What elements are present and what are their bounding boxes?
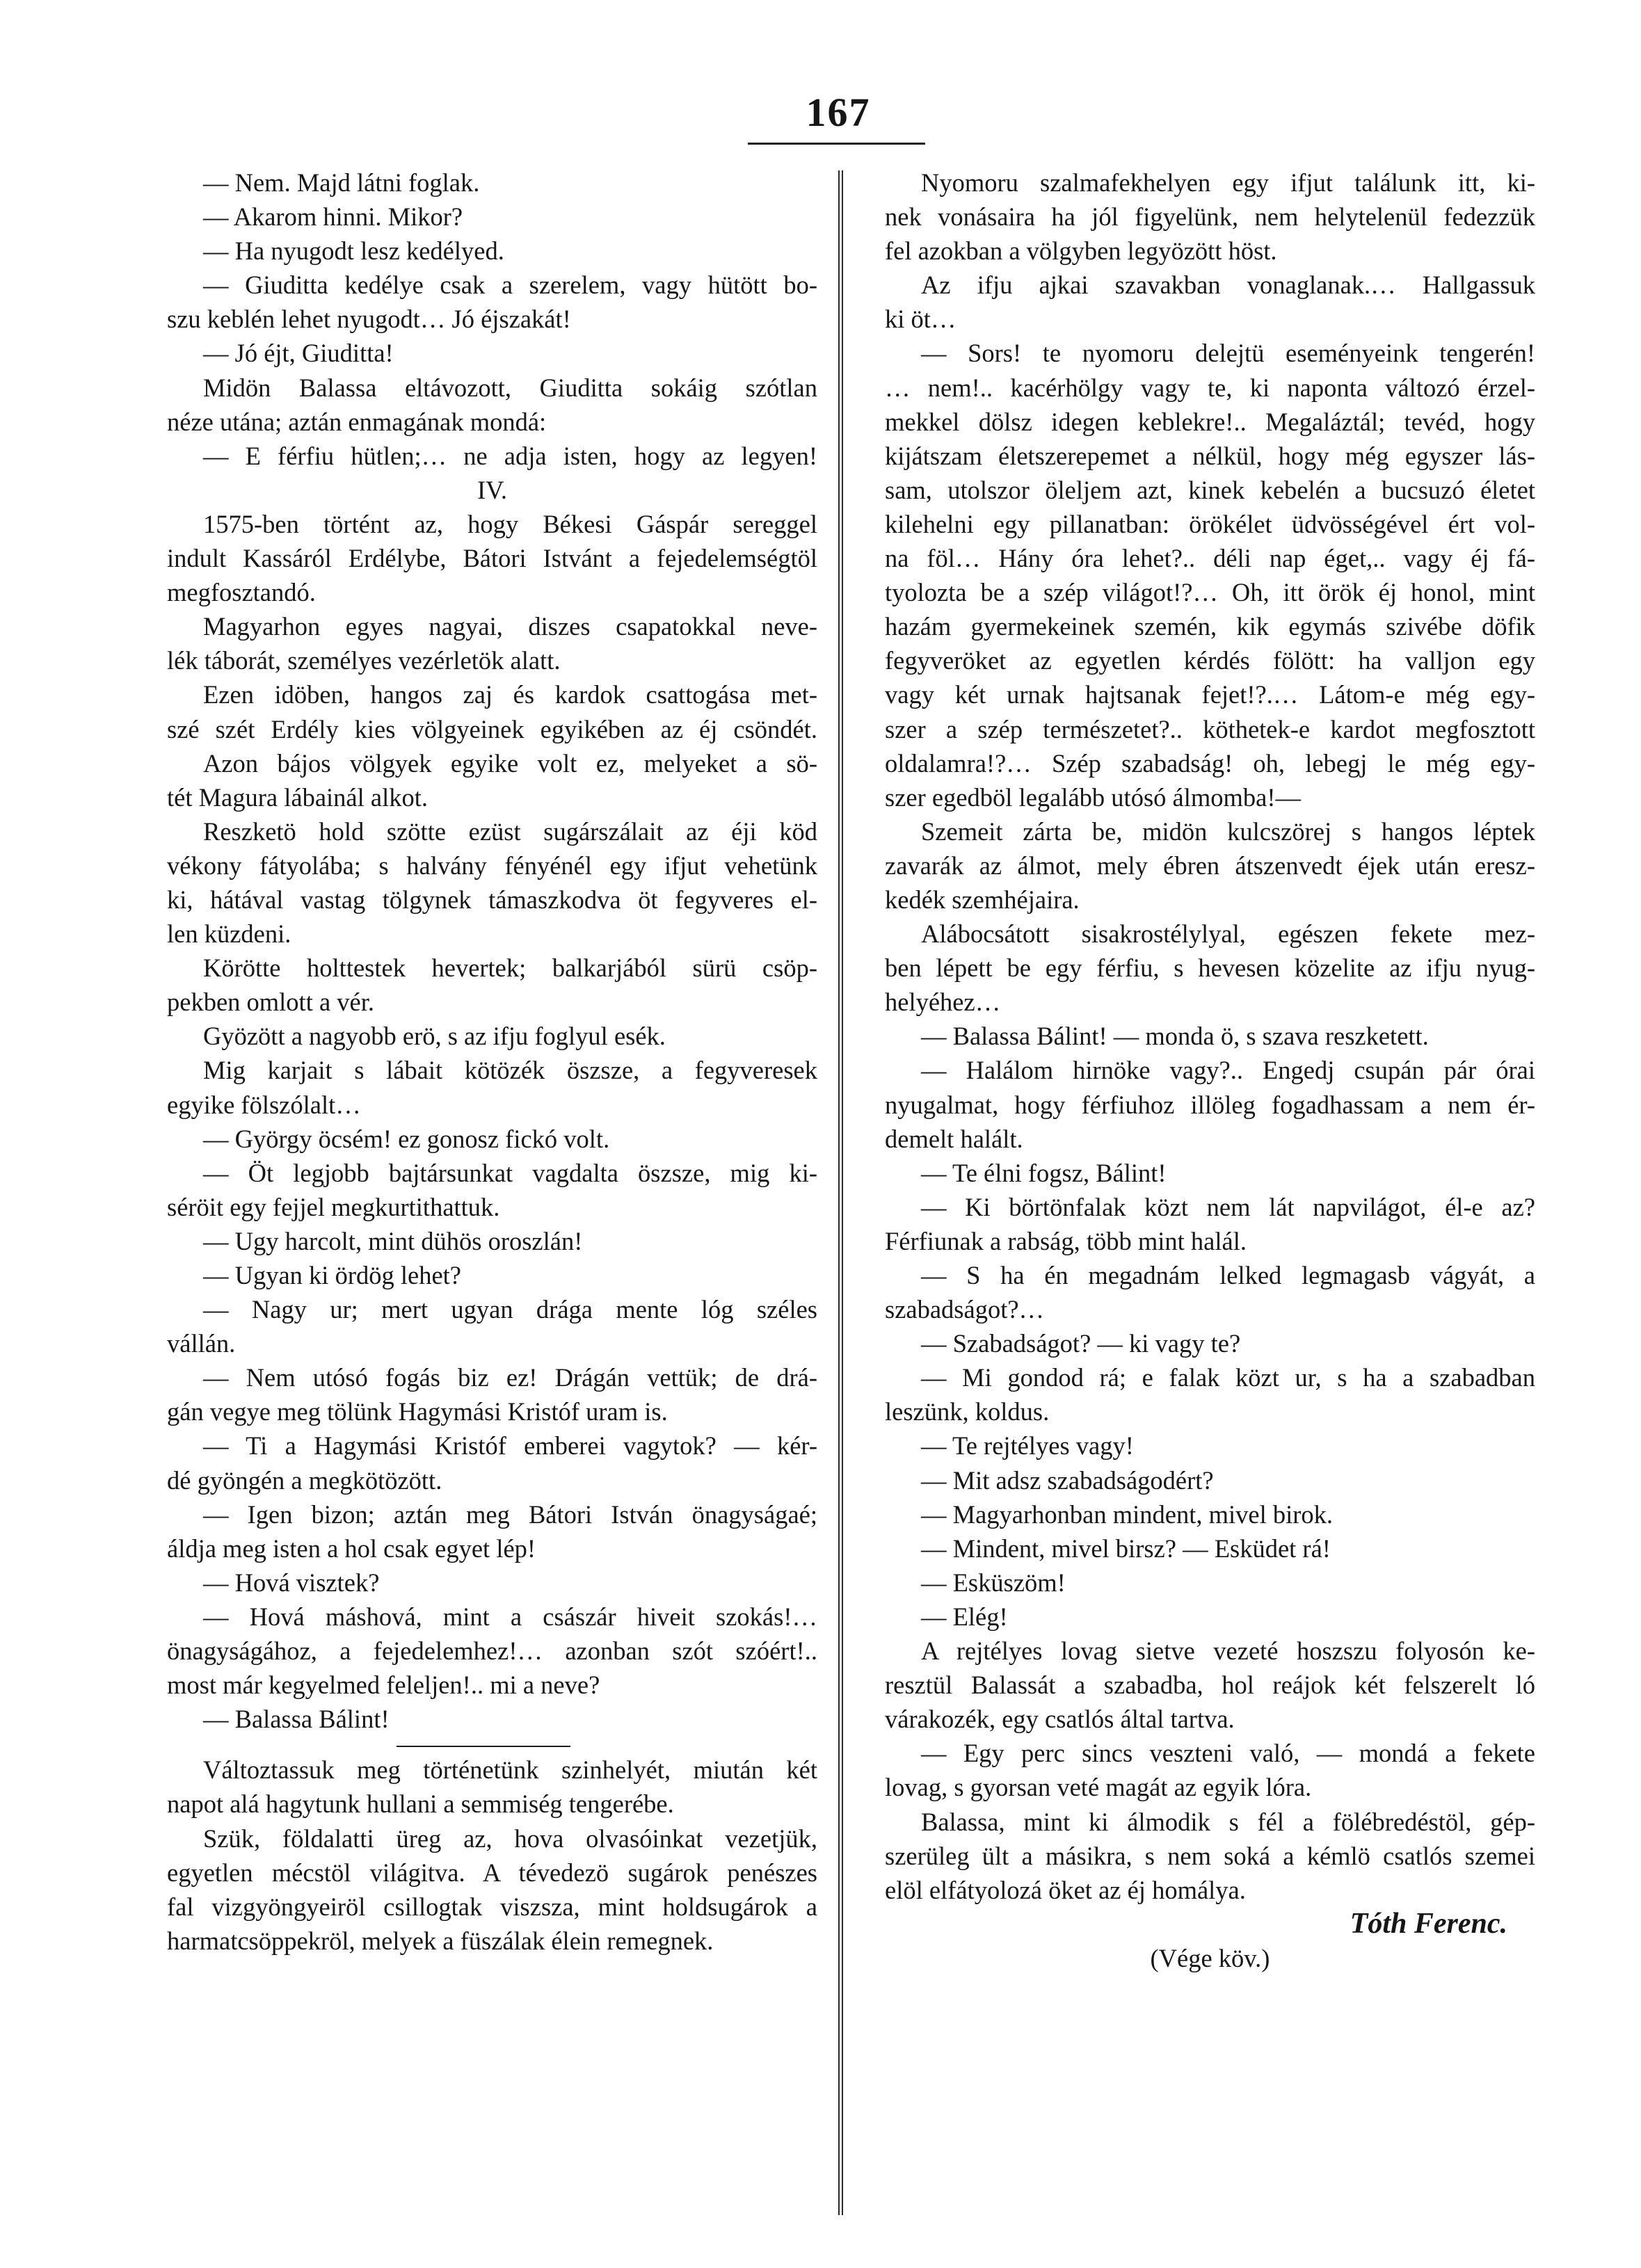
text-line: gán vegye meg tölünk Hagymási Kristóf uram is. <box>167 1397 668 1426</box>
text-line: — Jó éjt, Giuditta! <box>203 339 394 368</box>
text-line: — Ti a Hagymási Kristóf emberei vagytok? — kér- <box>203 1431 817 1461</box>
text-line: néze utána; aztán enmagának mondá: <box>167 407 547 436</box>
text-line: — Nem utósó fogás biz ez! Drágán vettük; de drá- <box>203 1363 817 1392</box>
text-line: — E férfiu hütlen;… ne adja isten, hogy az legyen! <box>203 441 817 470</box>
text-line: Magyarhon egyes nagyai, diszes csapatokkal neve- <box>203 612 817 641</box>
text-line: elöl elfátyolozá öket az éj homálya. <box>885 1875 1246 1904</box>
text-line: Változtassuk meg történetünk szinhelyét, miután két <box>203 1755 817 1785</box>
text-line: len küzdeni. <box>167 919 291 949</box>
separator-rule <box>397 1746 570 1747</box>
text-line: szer egedböl legalább utósó álmomba!— <box>885 782 1302 812</box>
text-line: — Balassa Bálint! — monda ö, s szava reszketett. <box>921 1022 1429 1051</box>
text-line: Reszketö hold szötte ezüst sugárszálait az éji köd <box>203 817 817 846</box>
text-line: tét Magura lábainál alkot. <box>167 782 428 812</box>
text-line: Férfiunak a rabság, több mint halál. <box>885 1226 1247 1255</box>
text-line: Ezen idöben, hangos zaj és kardok csattogása met- <box>203 680 817 709</box>
text-line: hazám gyermekeinek szemén, kik egymás szivébe döfik <box>885 612 1535 641</box>
text-line: szu keblén lehet nyugodt… Jó éjszakát! <box>167 305 571 334</box>
text-line: Nyomoru szalmafekhelyen egy ifjut találunk itt, ki- <box>921 168 1535 197</box>
text-line: dé gyöngén a megkötözött. <box>167 1465 442 1495</box>
text-line: szerüleg ült a másikra, s nem soká a kémlö csatlós szemei <box>885 1841 1535 1870</box>
text-line: — Giuditta kedélye csak a szerelem, vagy hütött bo- <box>203 271 817 300</box>
text-line: szé szét Erdély kies völgyeinek egyikében az éj csöndét. <box>167 714 817 743</box>
text-line: várakozék, egy csatlós által tartva. <box>885 1705 1235 1734</box>
text-line: — Ugyan ki ördög lehet? <box>203 1261 461 1289</box>
text-line: séröit egy fejjel megkurtithattuk. <box>167 1192 500 1221</box>
text-line: kijátszam életszerepemet a nélkül, hogy még egyszer lás- <box>885 441 1535 470</box>
text-line: fal vizgyöngyeiröl csillogtak viszsza, mint holdsugárok a <box>167 1892 817 1921</box>
text-line: — Hová visztek? <box>203 1568 380 1597</box>
text-line: demelt halált. <box>885 1124 1023 1153</box>
text-line: szer a szép természetet?.. köthetek-e kardot megfosztott <box>885 714 1535 743</box>
text-line: — Szabadságot? — ki vagy te? <box>921 1329 1241 1358</box>
text-line: vékony fátyolába; s halvány fényénél egy ifjut vehetünk <box>167 851 817 880</box>
text-line: — Balassa Bálint! <box>203 1705 390 1734</box>
text-line: pekben omlott a vér. <box>167 988 375 1017</box>
text-line: (Vége köv.) <box>1150 1943 1270 1972</box>
text-line: ki, hátával vastag tölgynek támaszkodva öt fegyveres el- <box>167 885 817 914</box>
text-line: — Magyarhonban mindent, mivel birok. <box>921 1499 1334 1529</box>
text-line: … nem!.. kacérhölgy vagy te, ki naponta változó érzel- <box>885 373 1535 402</box>
text-line: ki öt… <box>885 305 956 334</box>
text-line: napot alá hagytunk hullani a semmiség tengerébe. <box>167 1790 674 1819</box>
text-line: önagyságához, a fejedelemhez!… azonban szót szóért!.. <box>167 1636 817 1666</box>
text-line: Mig karjait s lábait kötözék öszsze, a fegyveresek <box>203 1056 817 1085</box>
column-divider <box>838 170 843 2215</box>
text-line: — Ugy harcolt, mint dühös oroszlán! <box>203 1226 583 1255</box>
text-line: — Mi gondod rá; e falak közt ur, s ha a szabadban <box>921 1363 1535 1392</box>
text-line: Midön Balassa eltávozott, Giuditta sokáig szótlan <box>203 373 817 402</box>
text-line: zavarák az álmot, mely ébren átszenvedt éjek után eresz- <box>885 851 1535 880</box>
text-line: na föl… Hány óra lehet?.. déli nap éget,.. vagy éj fá- <box>885 544 1535 573</box>
text-line: Alábocsátott sisakrostélylyal, egészen fekete mez- <box>921 919 1535 949</box>
text-line: Balassa, mint ki álmodik s fél a fölébredéstöl, gép- <box>921 1807 1535 1836</box>
text-line: lovag, s gyorsan veté magát az egyik lóra. <box>885 1773 1312 1802</box>
text-line: kilehelni egy pillanatban: örökélet üdvösségével ért vol- <box>885 509 1535 538</box>
text-line: vagy két urnak hajtsanak fejet!?.… Látom-e még egy- <box>885 680 1535 709</box>
section-separator <box>167 1736 817 1753</box>
header-rule <box>748 143 925 145</box>
text-line: — Te rejtélyes vagy! <box>921 1431 1134 1461</box>
text-line: — Elég! <box>921 1602 1008 1631</box>
text-line: ben lépett be egy férfiu, s hevesen közelite az ifju nyug- <box>885 954 1535 983</box>
text-line: Az ifju ajkai szavakban vonaglanak.… Hallgassuk <box>921 271 1535 300</box>
text-line: — Hová máshová, mint a császár hiveit szokás!… <box>203 1602 817 1631</box>
text-line: Szük, földalatti üreg az, hova olvasóinkat vezetjük, <box>203 1824 817 1853</box>
text-line: nyugalmat, hogy férfiuhoz illöleg fogadhassam a nem ér- <box>885 1090 1535 1119</box>
text-line: sam, utolszor öleljem azt, kinek kebelén a bucsuzó életet <box>885 475 1535 504</box>
text-line: Gyözött a nagyobb erö, s az ifju foglyul esék. <box>203 1022 666 1051</box>
text-line: nek vonásaira ha jól figyelünk, nem helytelenül fedezzük <box>885 202 1535 232</box>
text-line: indult Kassáról Erdélybe, Bátori Istvánt a fejedelemségtöl <box>167 544 817 573</box>
text-line: — Nem. Majd látni foglak. <box>203 168 480 197</box>
text-line: — Mit adsz szabadságodért? <box>921 1465 1214 1495</box>
text-line: kedék szemhéjaira. <box>885 885 1080 914</box>
text-line: — Esküszöm! <box>921 1568 1066 1597</box>
text-line: tyolozta be a szép világot!?… Oh, itt örök éj honol, mint <box>885 578 1535 607</box>
text-line: oldalamra!?… Szép szabadság! oh, lebegj le még egy- <box>885 748 1535 778</box>
text-line: harmatcsöppekröl, melyek a füszálak élein remegnek. <box>167 1926 714 1955</box>
author-signature: Tóth Ferenc. <box>1350 1907 1507 1940</box>
text-line: resztül Balassát a szabadba, hol reájok két felszerelt ló <box>885 1671 1535 1700</box>
text-line: Szemeit zárta be, midön kulcszörej s hangos léptek <box>921 817 1535 846</box>
text-line: — Te élni fogsz, Bálint! <box>921 1158 1167 1187</box>
text-line: fegyveröket az egyetlen kérdés fölött: ha valljon egy <box>885 646 1535 675</box>
text-line: leszünk, koldus. <box>885 1397 1050 1426</box>
text-line: egyike fölszólalt… <box>167 1090 361 1119</box>
right-column <box>885 166 1535 1975</box>
text-line: — Nagy ur; mert ugyan drága mente lóg széles <box>203 1295 817 1324</box>
text-line: — Akarom hinni. Mikor? <box>203 202 463 232</box>
text-line: — Mindent, mivel birsz? — Esküdet rá! <box>921 1534 1331 1563</box>
text-line: — Halálom hirnöke vagy?.. Engedj csupán pár órai <box>921 1056 1535 1085</box>
text-line: megfosztandó. <box>167 578 316 607</box>
text-line: mekkel dölsz idegen keblekre!.. Megaláztál; tevéd, hogy <box>885 407 1535 436</box>
text-line: helyéhez… <box>885 988 1001 1017</box>
text-line: — S ha én megadnám lelked legmagasb vágyát, a <box>921 1261 1535 1289</box>
text-line: lék táborát, személyes vezérletök alatt. <box>167 646 561 675</box>
left-column <box>167 166 817 1958</box>
text-line: áldja meg isten a hol csak egyet lép! <box>167 1534 536 1563</box>
text-line: — Öt legjobb bajtársunkat vagdalta öszsze, mig ki- <box>203 1158 817 1187</box>
text-line: szabadságot?… <box>885 1295 1045 1324</box>
text-line: fel azokban a völgyben legyözött höst. <box>885 236 1277 266</box>
page-number: 167 <box>806 90 871 135</box>
text-line: — Egy perc sincs veszteni való, — mondá a fekete <box>921 1739 1535 1768</box>
text-line: — Igen bizon; aztán meg Bátori István önagyságaé; <box>203 1499 817 1529</box>
text-line: egyetlen mécstöl világitva. A tévedezö sugárok penészes <box>167 1858 817 1887</box>
text-line: Azon bájos völgyek egyike volt ez, melyeket a sö- <box>203 748 817 778</box>
text-line: most már kegyelmed feleljen!.. mi a neve? <box>167 1671 600 1700</box>
text-line: — Ki börtönfalak közt nem lát napvilágot, él-e az? <box>921 1192 1535 1221</box>
text-line: vállán. <box>167 1329 236 1358</box>
text-line: IV. <box>477 475 507 504</box>
text-line: — György öcsém! ez gonosz fickó volt. <box>203 1124 610 1153</box>
text-line: Körötte holttestek hevertek; balkarjából sürü csöp- <box>203 954 817 983</box>
text-line: — Sors! te nyomoru delejtü eseményeink tengerén! <box>921 339 1535 368</box>
text-line: 1575-ben történt az, hogy Békesi Gáspár sereggel <box>203 509 817 538</box>
text-line: A rejtélyes lovag sietve vezeté hoszszu folyosón ke- <box>921 1636 1535 1666</box>
text-line: — Ha nyugodt lesz kedélyed. <box>203 236 504 266</box>
